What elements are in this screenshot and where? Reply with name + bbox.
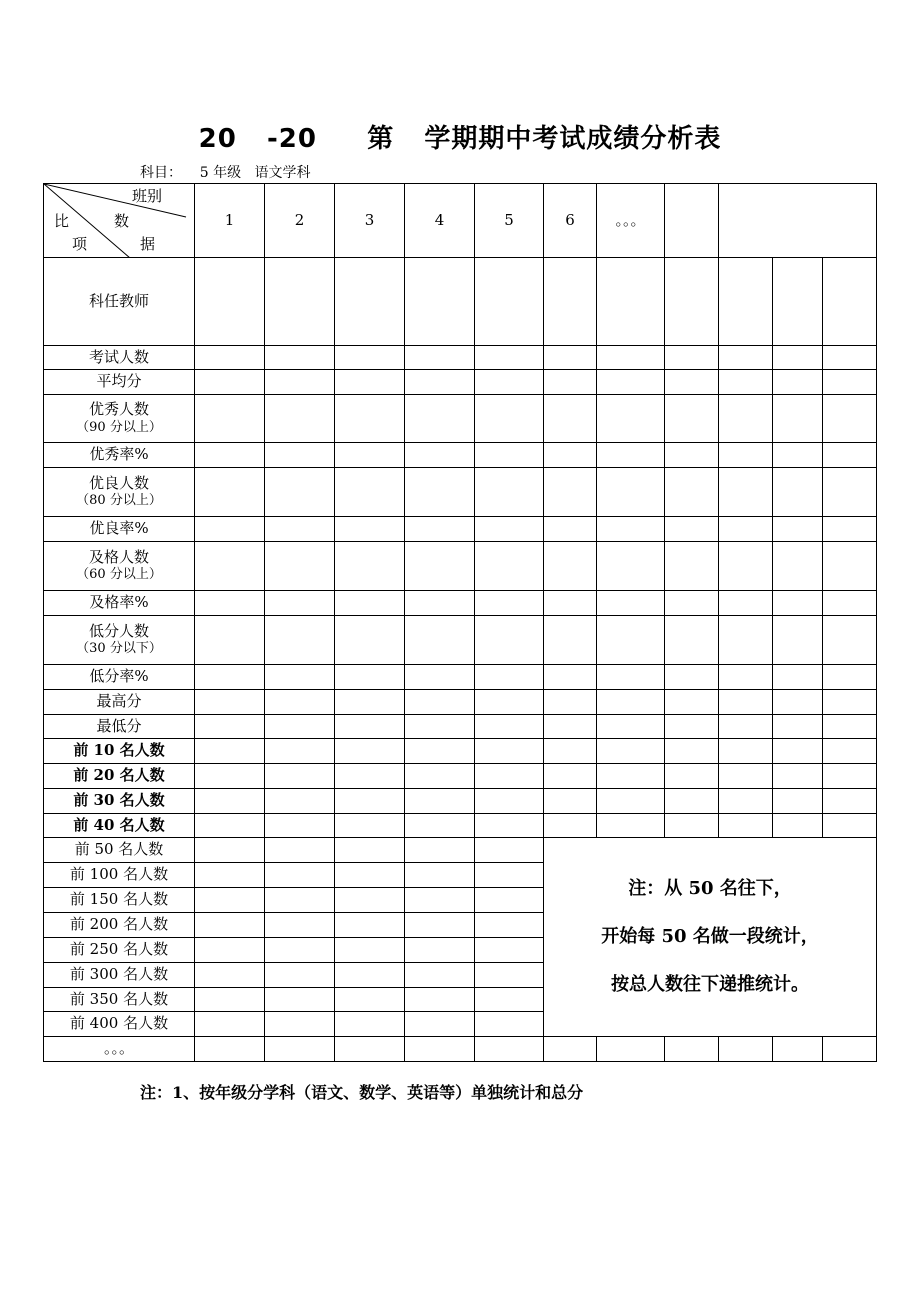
row-label-highest: 最高分: [44, 690, 195, 715]
data-cell: [475, 395, 544, 443]
data-cell: [665, 258, 719, 346]
data-cell: [544, 591, 597, 616]
data-cell: [773, 346, 823, 370]
data-cell: [335, 616, 405, 665]
data-cell: [475, 838, 544, 863]
row-label-pass-rate: 及格率%: [44, 591, 195, 616]
data-cell: [335, 739, 405, 764]
class-column-6: 6: [544, 184, 597, 258]
data-cell: [823, 1037, 877, 1062]
diagonal-header-cell: [44, 184, 195, 258]
data-cell: [719, 764, 773, 789]
class-column-more: 。。。: [597, 184, 665, 258]
data-cell: [773, 764, 823, 789]
data-cell: [405, 789, 475, 814]
data-cell: [773, 370, 823, 395]
data-cell: [823, 346, 877, 370]
data-cell: [665, 370, 719, 395]
data-cell: [265, 395, 335, 443]
data-cell: [665, 616, 719, 665]
data-cell: [544, 764, 597, 789]
data-cell: [597, 346, 665, 370]
data-cell: [195, 789, 265, 814]
data-cell: [265, 715, 335, 739]
data-cell: [719, 346, 773, 370]
data-cell: [405, 739, 475, 764]
data-cell: [195, 517, 265, 542]
data-cell: [335, 838, 405, 863]
data-cell: [773, 443, 823, 468]
data-cell: [719, 690, 773, 715]
class-column-4: 4: [405, 184, 475, 258]
data-cell: [335, 395, 405, 443]
data-cell: [475, 346, 544, 370]
data-cell: [265, 938, 335, 963]
footer-note: 注：1、按年级分学科（语文、数学、英语等）单独统计和总分: [140, 1083, 584, 1102]
row-label-good-count: 优良人数 （80 分以上）: [44, 468, 195, 517]
data-cell: [544, 443, 597, 468]
data-cell: [405, 258, 475, 346]
data-cell: [195, 346, 265, 370]
data-cell: [773, 715, 823, 739]
diag-label-shu: 数: [114, 212, 130, 230]
data-cell: [665, 542, 719, 591]
data-cell: [719, 395, 773, 443]
data-cell: [597, 517, 665, 542]
data-cell: [265, 616, 335, 665]
data-cell: [265, 258, 335, 346]
data-cell: [335, 258, 405, 346]
data-cell: [773, 616, 823, 665]
data-cell: [719, 184, 877, 258]
data-cell: [544, 789, 597, 814]
data-cell: [665, 1037, 719, 1062]
data-cell: [335, 963, 405, 988]
row-label-good-rate: 优良率%: [44, 517, 195, 542]
data-cell: [719, 715, 773, 739]
data-cell: [265, 814, 335, 838]
data-cell: [475, 665, 544, 690]
data-cell: [335, 690, 405, 715]
data-cell: [823, 739, 877, 764]
data-cell: [195, 814, 265, 838]
class-column-5: 5: [475, 184, 544, 258]
data-cell: [475, 913, 544, 938]
data-cell: [475, 764, 544, 789]
data-cell: [195, 1037, 265, 1062]
data-cell: [475, 258, 544, 346]
data-cell: [823, 370, 877, 395]
data-cell: [265, 988, 335, 1012]
data-cell: [665, 184, 719, 258]
data-cell: [335, 888, 405, 913]
data-cell: [265, 591, 335, 616]
data-cell: [665, 468, 719, 517]
data-cell: [405, 863, 475, 888]
row-label-average: 平均分: [44, 370, 195, 395]
data-cell: [597, 1037, 665, 1062]
data-cell: [823, 789, 877, 814]
data-cell: [405, 814, 475, 838]
data-cell: [665, 395, 719, 443]
data-cell: [773, 591, 823, 616]
data-cell: [195, 665, 265, 690]
data-cell: [405, 591, 475, 616]
row-label-excellent-rate: 优秀率%: [44, 443, 195, 468]
data-cell: [405, 963, 475, 988]
row-label-top200: 前 200 名人数: [44, 913, 195, 938]
data-cell: [773, 468, 823, 517]
row-label-lowest: 最低分: [44, 715, 195, 739]
data-cell: [265, 346, 335, 370]
data-cell: [265, 838, 335, 863]
data-cell: [335, 346, 405, 370]
data-cell: [265, 863, 335, 888]
data-cell: [544, 258, 597, 346]
data-cell: [823, 517, 877, 542]
data-cell: [597, 789, 665, 814]
segment-note-line-2: 开始每 50 名做一段统计，: [601, 926, 819, 947]
data-cell: [335, 517, 405, 542]
data-cell: [195, 690, 265, 715]
data-cell: [475, 988, 544, 1012]
data-cell: [335, 665, 405, 690]
data-cell: [195, 715, 265, 739]
data-cell: [335, 988, 405, 1012]
data-cell: [823, 665, 877, 690]
row-label-top350: 前 350 名人数: [44, 988, 195, 1012]
data-cell: [335, 789, 405, 814]
data-cell: [335, 542, 405, 591]
data-cell: [195, 838, 265, 863]
row-label-top150: 前 150 名人数: [44, 888, 195, 913]
data-cell: [823, 715, 877, 739]
data-cell: [475, 888, 544, 913]
data-cell: [405, 690, 475, 715]
diag-label-class: 班别: [132, 187, 163, 205]
data-cell: [475, 938, 544, 963]
data-cell: [823, 764, 877, 789]
row-label-low-rate: 低分率%: [44, 665, 195, 690]
data-cell: [597, 542, 665, 591]
data-cell: [665, 715, 719, 739]
data-cell: [195, 739, 265, 764]
data-cell: [773, 665, 823, 690]
data-cell: [544, 616, 597, 665]
segment-note-line-1: 注：从 50 名往下，: [628, 878, 792, 899]
data-cell: [265, 913, 335, 938]
data-cell: [265, 739, 335, 764]
data-cell: [719, 665, 773, 690]
data-cell: [475, 789, 544, 814]
data-cell: [823, 814, 877, 838]
data-cell: [265, 542, 335, 591]
data-cell: [597, 443, 665, 468]
data-cell: [773, 542, 823, 591]
data-cell: [665, 517, 719, 542]
data-cell: [597, 395, 665, 443]
data-cell: [773, 789, 823, 814]
row-label-top20: 前 20 名人数: [44, 764, 195, 789]
data-cell: [773, 517, 823, 542]
data-cell: [823, 443, 877, 468]
data-cell: [719, 789, 773, 814]
data-cell: [405, 443, 475, 468]
data-cell: [265, 443, 335, 468]
data-cell: [195, 443, 265, 468]
data-cell: [195, 542, 265, 591]
data-cell: [195, 468, 265, 517]
data-cell: [544, 690, 597, 715]
data-cell: [195, 963, 265, 988]
data-cell: [597, 665, 665, 690]
data-cell: [475, 863, 544, 888]
row-label-teacher: 科任教师: [44, 258, 195, 346]
data-cell: [475, 468, 544, 517]
data-cell: [823, 395, 877, 443]
data-cell: [773, 690, 823, 715]
data-cell: [719, 517, 773, 542]
data-cell: [773, 814, 823, 838]
data-cell: [475, 517, 544, 542]
segment-note: [544, 838, 877, 1037]
data-cell: [335, 591, 405, 616]
data-cell: [335, 370, 405, 395]
data-cell: [719, 739, 773, 764]
segment-note-line-3: 按总人数往下递推统计。: [611, 974, 809, 995]
row-label-top400: 前 400 名人数: [44, 1012, 195, 1037]
data-cell: [265, 789, 335, 814]
data-cell: [665, 346, 719, 370]
data-cell: [544, 739, 597, 764]
data-cell: [544, 715, 597, 739]
data-cell: [544, 665, 597, 690]
data-cell: [195, 863, 265, 888]
data-cell: [823, 690, 877, 715]
diag-label-xiang: 项: [72, 235, 88, 253]
data-cell: [719, 443, 773, 468]
data-cell: [719, 542, 773, 591]
data-cell: [544, 1037, 597, 1062]
data-cell: [195, 913, 265, 938]
data-cell: [405, 838, 475, 863]
data-cell: [665, 591, 719, 616]
data-cell: [335, 468, 405, 517]
data-cell: [405, 346, 475, 370]
data-cell: [597, 468, 665, 517]
data-cell: [265, 690, 335, 715]
data-cell: [265, 665, 335, 690]
data-cell: [335, 715, 405, 739]
data-cell: [823, 616, 877, 665]
data-cell: [597, 739, 665, 764]
data-cell: [335, 938, 405, 963]
data-cell: [195, 591, 265, 616]
row-label-top10: 前 10 名人数: [44, 739, 195, 764]
data-cell: [719, 814, 773, 838]
data-cell: [597, 715, 665, 739]
data-cell: [195, 616, 265, 665]
data-cell: [265, 468, 335, 517]
data-cell: [405, 715, 475, 739]
data-cell: [475, 715, 544, 739]
data-cell: [719, 591, 773, 616]
row-label-exam-count: 考试人数: [44, 346, 195, 370]
score-analysis-table: [43, 183, 877, 1062]
data-cell: [597, 764, 665, 789]
class-column-1: 1: [195, 184, 265, 258]
data-cell: [719, 1037, 773, 1062]
data-cell: [665, 739, 719, 764]
row-label-top100: 前 100 名人数: [44, 863, 195, 888]
data-cell: [544, 517, 597, 542]
data-cell: [823, 468, 877, 517]
data-cell: [597, 591, 665, 616]
data-cell: [823, 591, 877, 616]
data-cell: [405, 517, 475, 542]
data-cell: [405, 468, 475, 517]
data-cell: [405, 1037, 475, 1062]
data-cell: [405, 542, 475, 591]
data-cell: [265, 517, 335, 542]
class-column-2: 2: [265, 184, 335, 258]
data-cell: [265, 370, 335, 395]
data-cell: [335, 913, 405, 938]
data-cell: [265, 1012, 335, 1037]
data-cell: [405, 395, 475, 443]
data-cell: [195, 395, 265, 443]
data-cell: [665, 665, 719, 690]
data-cell: [265, 963, 335, 988]
diag-label-ju: 据: [140, 235, 156, 253]
data-cell: [405, 764, 475, 789]
data-cell: [195, 1012, 265, 1037]
data-cell: [405, 988, 475, 1012]
row-label-low-count: 低分人数 （30 分以下）: [44, 616, 195, 665]
data-cell: [475, 443, 544, 468]
data-cell: [475, 1037, 544, 1062]
data-cell: [597, 616, 665, 665]
data-cell: [195, 888, 265, 913]
data-cell: [475, 542, 544, 591]
data-cell: [265, 888, 335, 913]
data-cell: [773, 258, 823, 346]
data-cell: [195, 764, 265, 789]
data-cell: [544, 395, 597, 443]
data-cell: [475, 690, 544, 715]
data-cell: [475, 739, 544, 764]
data-cell: [405, 913, 475, 938]
data-cell: [665, 443, 719, 468]
data-cell: [265, 764, 335, 789]
data-cell: [544, 814, 597, 838]
data-cell: [195, 988, 265, 1012]
data-cell: [475, 591, 544, 616]
data-cell: [335, 1037, 405, 1062]
diag-label-bi: 比: [54, 212, 70, 230]
data-cell: [719, 616, 773, 665]
data-cell: [665, 764, 719, 789]
subject-line: 科目： 5 年级 语文学科: [140, 165, 311, 181]
data-cell: [475, 814, 544, 838]
data-cell: [405, 888, 475, 913]
data-cell: [773, 739, 823, 764]
data-cell: [665, 690, 719, 715]
data-cell: [475, 370, 544, 395]
data-cell: [405, 1012, 475, 1037]
data-cell: [665, 789, 719, 814]
data-cell: [544, 468, 597, 517]
data-cell: [823, 542, 877, 591]
data-cell: [597, 690, 665, 715]
data-cell: [597, 814, 665, 838]
data-cell: [773, 1037, 823, 1062]
data-cell: [405, 938, 475, 963]
row-label-excellent-count: 优秀人数 （90 分以上）: [44, 395, 195, 443]
data-cell: [195, 370, 265, 395]
data-cell: [719, 468, 773, 517]
row-label-top30: 前 30 名人数: [44, 789, 195, 814]
data-cell: [719, 370, 773, 395]
data-cell: [405, 616, 475, 665]
data-cell: [719, 258, 773, 346]
data-cell: [335, 1012, 405, 1037]
data-cell: [405, 665, 475, 690]
data-cell: [265, 1037, 335, 1062]
data-cell: [544, 370, 597, 395]
row-label-top50: 前 50 名人数: [44, 838, 195, 863]
data-cell: [665, 814, 719, 838]
data-cell: [335, 443, 405, 468]
row-label-ellipsis: 。。。: [44, 1037, 195, 1062]
row-label-pass-count: 及格人数 （60 分以上）: [44, 542, 195, 591]
page-title: 20 -20 第 学期期中考试成绩分析表: [198, 124, 722, 154]
class-column-3: 3: [335, 184, 405, 258]
data-cell: [335, 814, 405, 838]
data-cell: [405, 370, 475, 395]
data-cell: [597, 258, 665, 346]
data-cell: [475, 616, 544, 665]
row-label-top250: 前 250 名人数: [44, 938, 195, 963]
data-cell: [544, 542, 597, 591]
data-cell: [195, 938, 265, 963]
data-cell: [475, 963, 544, 988]
row-label-top40: 前 40 名人数: [44, 814, 195, 838]
row-label-top300: 前 300 名人数: [44, 963, 195, 988]
data-cell: [544, 346, 597, 370]
data-cell: [475, 1012, 544, 1037]
data-cell: [335, 863, 405, 888]
data-cell: [773, 395, 823, 443]
data-cell: [195, 258, 265, 346]
data-cell: [335, 764, 405, 789]
data-cell: [597, 370, 665, 395]
